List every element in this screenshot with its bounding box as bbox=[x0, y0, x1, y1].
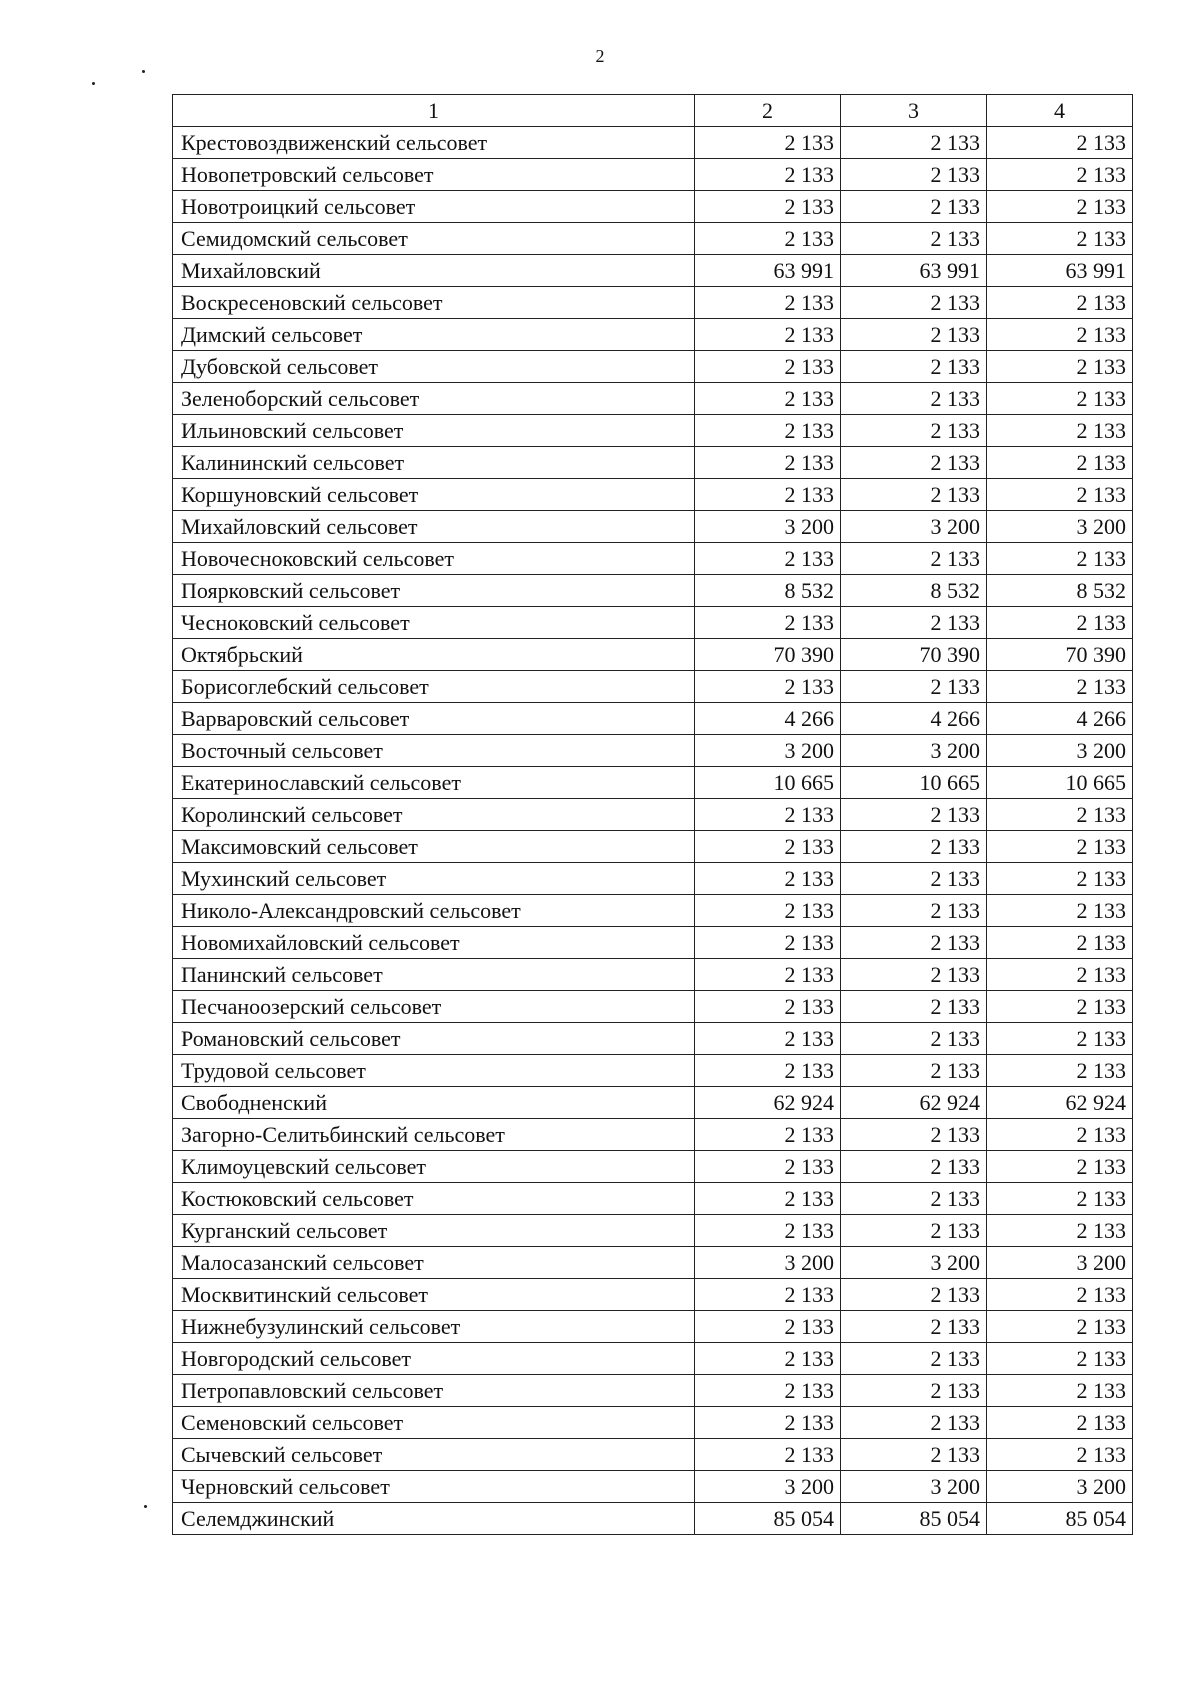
row-value-col2: 8 532 bbox=[695, 575, 841, 607]
row-value-col2: 2 133 bbox=[695, 1279, 841, 1311]
row-value-col2: 85 054 bbox=[695, 1503, 841, 1535]
row-name-cell: Михайловский bbox=[173, 255, 695, 287]
row-value-col4: 2 133 bbox=[987, 191, 1133, 223]
row-value-col4: 2 133 bbox=[987, 1407, 1133, 1439]
row-name-cell: Семеновский сельсовет bbox=[173, 1407, 695, 1439]
table-row bbox=[173, 223, 1133, 255]
row-value-col2: 3 200 bbox=[695, 1471, 841, 1503]
table-row bbox=[173, 1311, 1133, 1343]
table-row bbox=[173, 831, 1133, 863]
row-value-col3: 2 133 bbox=[841, 479, 987, 511]
table-row bbox=[173, 895, 1133, 927]
row-value-col3: 3 200 bbox=[841, 1471, 987, 1503]
table-row bbox=[173, 351, 1133, 383]
row-name-cell: Новопетровский сельсовет bbox=[173, 159, 695, 191]
row-value-col2: 2 133 bbox=[695, 895, 841, 927]
row-value-col3: 2 133 bbox=[841, 991, 987, 1023]
row-value-col4: 2 133 bbox=[987, 895, 1133, 927]
table-row bbox=[173, 991, 1133, 1023]
row-value-col3: 2 133 bbox=[841, 1311, 987, 1343]
row-value-col3: 10 665 bbox=[841, 767, 987, 799]
row-value-col4: 2 133 bbox=[987, 799, 1133, 831]
table-body bbox=[173, 127, 1133, 1535]
table-row bbox=[173, 1087, 1133, 1119]
row-value-col4: 2 133 bbox=[987, 447, 1133, 479]
row-value-col2: 2 133 bbox=[695, 1055, 841, 1087]
row-name-cell: Николо-Александровский сельсовет bbox=[173, 895, 695, 927]
row-value-col2: 2 133 bbox=[695, 1183, 841, 1215]
row-value-col3: 2 133 bbox=[841, 895, 987, 927]
row-value-col4: 2 133 bbox=[987, 991, 1133, 1023]
row-value-col4: 2 133 bbox=[987, 351, 1133, 383]
row-value-col3: 62 924 bbox=[841, 1087, 987, 1119]
row-name-cell: Октябрьский bbox=[173, 639, 695, 671]
row-value-col3: 2 133 bbox=[841, 319, 987, 351]
row-value-col3: 2 133 bbox=[841, 1151, 987, 1183]
row-value-col3: 2 133 bbox=[841, 191, 987, 223]
row-name-cell: Екатеринославский сельсовет bbox=[173, 767, 695, 799]
row-value-col4: 2 133 bbox=[987, 831, 1133, 863]
row-value-col4: 2 133 bbox=[987, 1215, 1133, 1247]
row-value-col4: 2 133 bbox=[987, 1343, 1133, 1375]
row-name-cell: Дубовской сельсовет bbox=[173, 351, 695, 383]
row-name-cell: Восточный сельсовет bbox=[173, 735, 695, 767]
row-name-cell: Михайловский сельсовет bbox=[173, 511, 695, 543]
table-row bbox=[173, 767, 1133, 799]
row-value-col3: 2 133 bbox=[841, 447, 987, 479]
row-value-col2: 2 133 bbox=[695, 991, 841, 1023]
column-header: 4 bbox=[987, 95, 1133, 127]
row-value-col4: 2 133 bbox=[987, 319, 1133, 351]
row-value-col4: 70 390 bbox=[987, 639, 1133, 671]
row-value-col3: 8 532 bbox=[841, 575, 987, 607]
row-value-col4: 2 133 bbox=[987, 1311, 1133, 1343]
table-row bbox=[173, 1055, 1133, 1087]
table-row bbox=[173, 1503, 1133, 1535]
row-value-col2: 3 200 bbox=[695, 511, 841, 543]
row-name-cell: Воскресеновский сельсовет bbox=[173, 287, 695, 319]
row-value-col4: 2 133 bbox=[987, 863, 1133, 895]
row-value-col3: 2 133 bbox=[841, 799, 987, 831]
row-name-cell: Новотроицкий сельсовет bbox=[173, 191, 695, 223]
row-value-col4: 2 133 bbox=[987, 1055, 1133, 1087]
row-value-col3: 2 133 bbox=[841, 1407, 987, 1439]
table-row bbox=[173, 127, 1133, 159]
row-value-col2: 2 133 bbox=[695, 159, 841, 191]
row-value-col4: 2 133 bbox=[987, 543, 1133, 575]
row-value-col4: 2 133 bbox=[987, 383, 1133, 415]
row-name-cell: Димский сельсовет bbox=[173, 319, 695, 351]
row-value-col2: 2 133 bbox=[695, 1439, 841, 1471]
row-name-cell: Мухинский сельсовет bbox=[173, 863, 695, 895]
row-value-col2: 70 390 bbox=[695, 639, 841, 671]
row-name-cell: Трудовой сельсовет bbox=[173, 1055, 695, 1087]
row-value-col2: 4 266 bbox=[695, 703, 841, 735]
row-value-col4: 2 133 bbox=[987, 127, 1133, 159]
row-value-col3: 2 133 bbox=[841, 351, 987, 383]
row-value-col4: 3 200 bbox=[987, 735, 1133, 767]
row-name-cell: Борисоглебский сельсовет bbox=[173, 671, 695, 703]
row-value-col3: 2 133 bbox=[841, 415, 987, 447]
row-value-col2: 2 133 bbox=[695, 319, 841, 351]
row-value-col4: 4 266 bbox=[987, 703, 1133, 735]
table-row bbox=[173, 1247, 1133, 1279]
row-value-col3: 3 200 bbox=[841, 735, 987, 767]
row-name-cell: Малосазанский сельсовет bbox=[173, 1247, 695, 1279]
row-value-col4: 2 133 bbox=[987, 607, 1133, 639]
table-row bbox=[173, 927, 1133, 959]
row-value-col3: 85 054 bbox=[841, 1503, 987, 1535]
row-value-col4: 2 133 bbox=[987, 1023, 1133, 1055]
row-value-col3: 2 133 bbox=[841, 1215, 987, 1247]
row-value-col4: 2 133 bbox=[987, 415, 1133, 447]
table-row bbox=[173, 543, 1133, 575]
scan-speck bbox=[92, 82, 95, 85]
row-value-col2: 2 133 bbox=[695, 351, 841, 383]
row-name-cell: Курганский сельсовет bbox=[173, 1215, 695, 1247]
column-header: 3 bbox=[841, 95, 987, 127]
row-name-cell: Новочесноковский сельсовет bbox=[173, 543, 695, 575]
row-value-col4: 62 924 bbox=[987, 1087, 1133, 1119]
row-value-col3: 2 133 bbox=[841, 287, 987, 319]
row-value-col4: 2 133 bbox=[987, 1183, 1133, 1215]
table-row bbox=[173, 1183, 1133, 1215]
table-row bbox=[173, 1343, 1133, 1375]
row-name-cell: Чесноковский сельсовет bbox=[173, 607, 695, 639]
row-value-col4: 2 133 bbox=[987, 959, 1133, 991]
table-row bbox=[173, 511, 1133, 543]
row-value-col4: 8 532 bbox=[987, 575, 1133, 607]
row-value-col4: 2 133 bbox=[987, 927, 1133, 959]
table-row bbox=[173, 1375, 1133, 1407]
table-row bbox=[173, 575, 1133, 607]
row-value-col4: 85 054 bbox=[987, 1503, 1133, 1535]
row-name-cell: Поярковский сельсовет bbox=[173, 575, 695, 607]
row-value-col2: 2 133 bbox=[695, 191, 841, 223]
row-value-col2: 3 200 bbox=[695, 1247, 841, 1279]
row-value-col4: 3 200 bbox=[987, 511, 1133, 543]
row-name-cell: Костюковский сельсовет bbox=[173, 1183, 695, 1215]
row-value-col2: 2 133 bbox=[695, 1215, 841, 1247]
row-value-col2: 2 133 bbox=[695, 415, 841, 447]
table-row bbox=[173, 159, 1133, 191]
row-value-col3: 2 133 bbox=[841, 1055, 987, 1087]
table-row bbox=[173, 319, 1133, 351]
table-row bbox=[173, 703, 1133, 735]
row-value-col2: 2 133 bbox=[695, 1343, 841, 1375]
row-name-cell: Варваровский сельсовет bbox=[173, 703, 695, 735]
row-value-col3: 2 133 bbox=[841, 223, 987, 255]
row-name-cell: Панинский сельсовет bbox=[173, 959, 695, 991]
row-value-col4: 10 665 bbox=[987, 767, 1133, 799]
scan-speck bbox=[144, 1505, 147, 1508]
row-name-cell: Климоуцевский сельсовет bbox=[173, 1151, 695, 1183]
row-value-col3: 2 133 bbox=[841, 1279, 987, 1311]
row-value-col3: 2 133 bbox=[841, 383, 987, 415]
row-value-col2: 2 133 bbox=[695, 927, 841, 959]
row-value-col2: 2 133 bbox=[695, 543, 841, 575]
table-row bbox=[173, 287, 1133, 319]
row-value-col4: 2 133 bbox=[987, 287, 1133, 319]
row-value-col2: 2 133 bbox=[695, 223, 841, 255]
table-row bbox=[173, 1151, 1133, 1183]
data-table bbox=[172, 94, 1133, 1535]
row-value-col2: 2 133 bbox=[695, 479, 841, 511]
row-name-cell: Новгородский сельсовет bbox=[173, 1343, 695, 1375]
table-row bbox=[173, 479, 1133, 511]
row-name-cell: Нижнебузулинский сельсовет bbox=[173, 1311, 695, 1343]
row-name-cell: Свободненский bbox=[173, 1087, 695, 1119]
row-value-col4: 2 133 bbox=[987, 1439, 1133, 1471]
row-value-col3: 2 133 bbox=[841, 607, 987, 639]
column-header: 2 bbox=[695, 95, 841, 127]
row-value-col2: 2 133 bbox=[695, 383, 841, 415]
table-row bbox=[173, 607, 1133, 639]
row-value-col2: 62 924 bbox=[695, 1087, 841, 1119]
row-name-cell: Сычевский сельсовет bbox=[173, 1439, 695, 1471]
table-row bbox=[173, 1439, 1133, 1471]
row-value-col3: 2 133 bbox=[841, 831, 987, 863]
table-row bbox=[173, 671, 1133, 703]
table-row bbox=[173, 255, 1133, 287]
row-value-col2: 2 133 bbox=[695, 447, 841, 479]
row-value-col3: 2 133 bbox=[841, 1375, 987, 1407]
row-value-col2: 3 200 bbox=[695, 735, 841, 767]
table-row bbox=[173, 1215, 1133, 1247]
row-name-cell: Максимовский сельсовет bbox=[173, 831, 695, 863]
table-row bbox=[173, 639, 1133, 671]
row-value-col3: 2 133 bbox=[841, 671, 987, 703]
row-name-cell: Черновский сельсовет bbox=[173, 1471, 695, 1503]
row-value-col2: 2 133 bbox=[695, 1119, 841, 1151]
row-value-col4: 2 133 bbox=[987, 1151, 1133, 1183]
table-row bbox=[173, 1023, 1133, 1055]
table-row bbox=[173, 415, 1133, 447]
row-name-cell: Селемджинский bbox=[173, 1503, 695, 1535]
row-value-col3: 4 266 bbox=[841, 703, 987, 735]
row-name-cell: Коршуновский сельсовет bbox=[173, 479, 695, 511]
row-value-col2: 63 991 bbox=[695, 255, 841, 287]
row-value-col4: 2 133 bbox=[987, 223, 1133, 255]
row-value-col3: 63 991 bbox=[841, 255, 987, 287]
table-row bbox=[173, 447, 1133, 479]
row-value-col2: 2 133 bbox=[695, 1407, 841, 1439]
row-name-cell: Крестовоздвиженский сельсовет bbox=[173, 127, 695, 159]
row-value-col4: 63 991 bbox=[987, 255, 1133, 287]
row-name-cell: Москвитинский сельсовет bbox=[173, 1279, 695, 1311]
row-value-col2: 2 133 bbox=[695, 671, 841, 703]
row-value-col3: 3 200 bbox=[841, 511, 987, 543]
row-value-col3: 2 133 bbox=[841, 1183, 987, 1215]
row-value-col3: 2 133 bbox=[841, 863, 987, 895]
table-row bbox=[173, 735, 1133, 767]
page-number: 2 bbox=[595, 46, 605, 66]
row-value-col3: 2 133 bbox=[841, 1439, 987, 1471]
row-name-cell: Новомихайловский сельсовет bbox=[173, 927, 695, 959]
row-value-col4: 2 133 bbox=[987, 1279, 1133, 1311]
table-row bbox=[173, 1279, 1133, 1311]
row-name-cell: Зеленоборский сельсовет bbox=[173, 383, 695, 415]
table-row bbox=[173, 1407, 1133, 1439]
table-row bbox=[173, 1471, 1133, 1503]
table-row bbox=[173, 863, 1133, 895]
row-name-cell: Ильиновский сельсовет bbox=[173, 415, 695, 447]
row-value-col2: 2 133 bbox=[695, 127, 841, 159]
row-value-col2: 2 133 bbox=[695, 1375, 841, 1407]
row-name-cell: Королинский сельсовет bbox=[173, 799, 695, 831]
row-value-col4: 2 133 bbox=[987, 671, 1133, 703]
row-value-col2: 2 133 bbox=[695, 1151, 841, 1183]
row-value-col3: 2 133 bbox=[841, 1343, 987, 1375]
scan-speck bbox=[142, 70, 145, 73]
row-value-col3: 2 133 bbox=[841, 1119, 987, 1151]
table-row bbox=[173, 191, 1133, 223]
row-value-col2: 2 133 bbox=[695, 1023, 841, 1055]
column-header: 1 bbox=[173, 95, 695, 127]
row-value-col3: 2 133 bbox=[841, 1023, 987, 1055]
table-row bbox=[173, 799, 1133, 831]
row-value-col4: 2 133 bbox=[987, 479, 1133, 511]
row-value-col2: 2 133 bbox=[695, 799, 841, 831]
row-value-col2: 2 133 bbox=[695, 959, 841, 991]
row-value-col2: 2 133 bbox=[695, 831, 841, 863]
row-value-col3: 2 133 bbox=[841, 959, 987, 991]
row-value-col2: 2 133 bbox=[695, 287, 841, 319]
header-row bbox=[173, 95, 1133, 127]
row-value-col4: 2 133 bbox=[987, 1119, 1133, 1151]
row-value-col3: 2 133 bbox=[841, 159, 987, 191]
table-row bbox=[173, 1119, 1133, 1151]
row-name-cell: Романовский сельсовет bbox=[173, 1023, 695, 1055]
row-name-cell: Семидомский сельсовет bbox=[173, 223, 695, 255]
row-value-col3: 3 200 bbox=[841, 1247, 987, 1279]
row-value-col4: 3 200 bbox=[987, 1247, 1133, 1279]
row-value-col4: 2 133 bbox=[987, 159, 1133, 191]
row-value-col2: 2 133 bbox=[695, 1311, 841, 1343]
row-name-cell: Песчаноозерский сельсовет bbox=[173, 991, 695, 1023]
table-row bbox=[173, 383, 1133, 415]
row-value-col2: 2 133 bbox=[695, 863, 841, 895]
row-value-col2: 2 133 bbox=[695, 607, 841, 639]
row-value-col2: 10 665 bbox=[695, 767, 841, 799]
row-value-col3: 2 133 bbox=[841, 127, 987, 159]
row-value-col3: 2 133 bbox=[841, 543, 987, 575]
row-value-col3: 70 390 bbox=[841, 639, 987, 671]
row-value-col4: 3 200 bbox=[987, 1471, 1133, 1503]
row-value-col3: 2 133 bbox=[841, 927, 987, 959]
table-row bbox=[173, 959, 1133, 991]
row-value-col4: 2 133 bbox=[987, 1375, 1133, 1407]
row-name-cell: Калининский сельсовет bbox=[173, 447, 695, 479]
row-name-cell: Загорно-Селитьбинский сельсовет bbox=[173, 1119, 695, 1151]
row-name-cell: Петропавловский сельсовет bbox=[173, 1375, 695, 1407]
